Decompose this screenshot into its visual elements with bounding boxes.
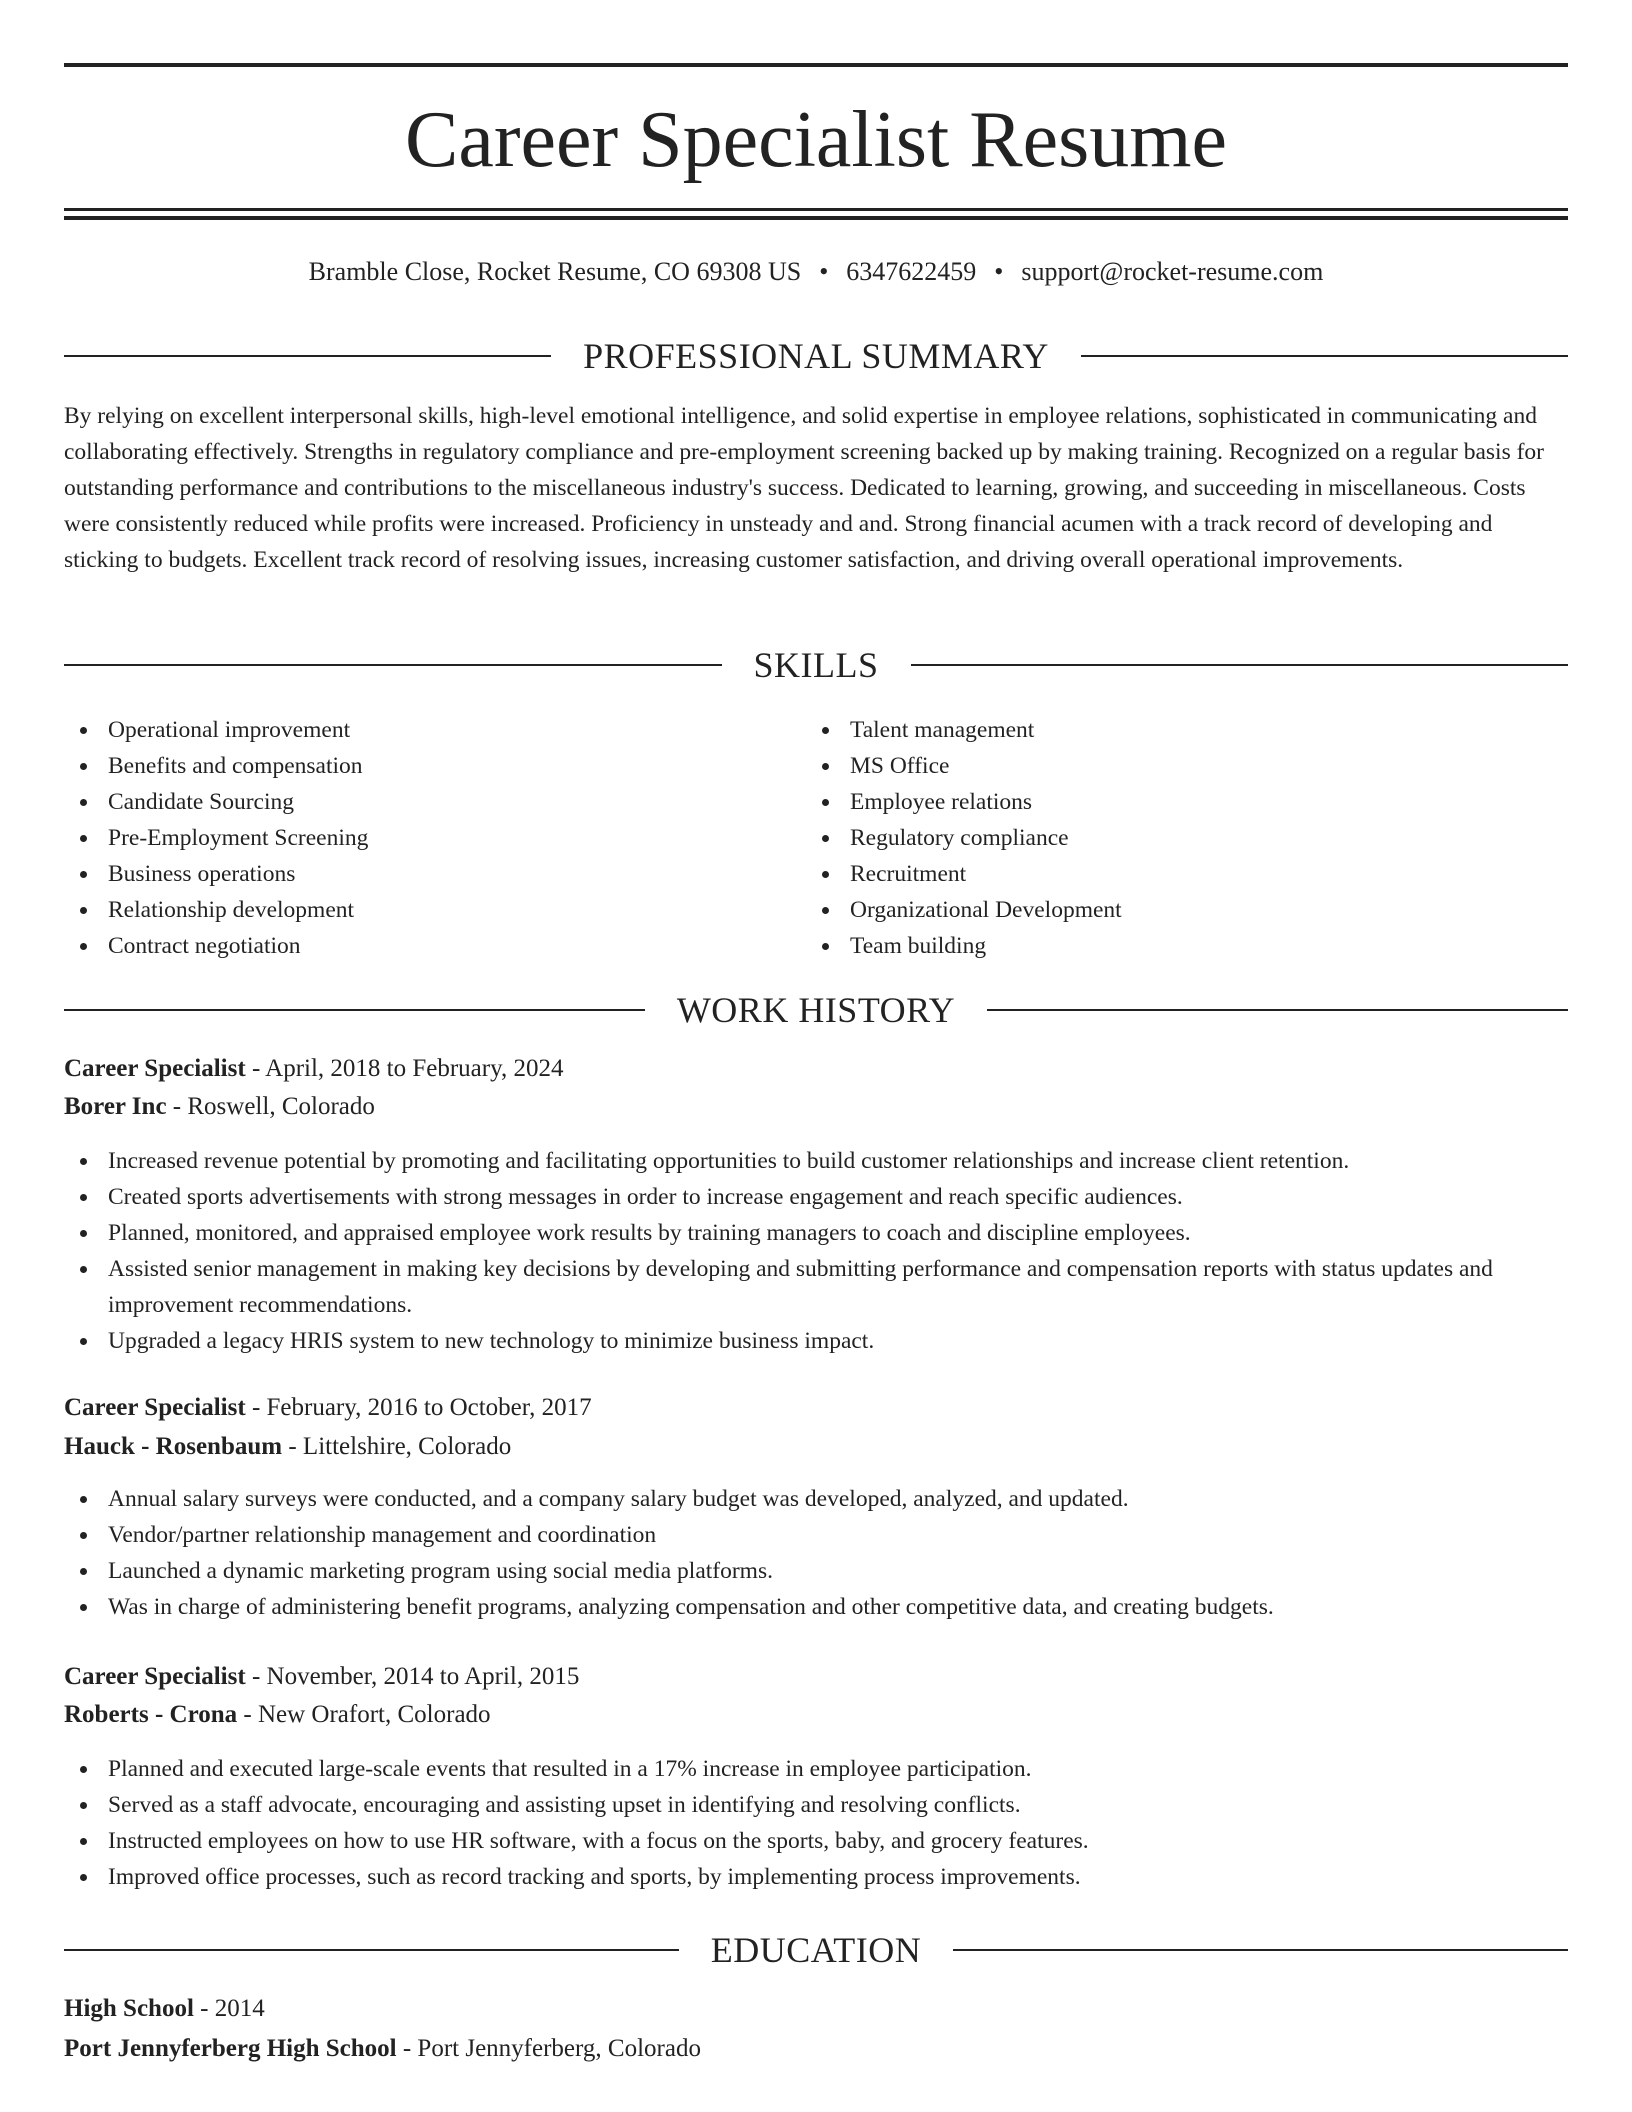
- bullet-dot-icon: [822, 763, 829, 770]
- job-location: - Roswell, Colorado: [166, 1093, 375, 1120]
- bullet-dot-icon: [80, 1604, 87, 1611]
- list-item: [806, 748, 1568, 784]
- list-item-text: Contract negotiation: [108, 933, 301, 959]
- list-item: [64, 1553, 1568, 1589]
- heading-rule-right: [953, 1949, 1568, 1951]
- education-school-line: [64, 2030, 1568, 2068]
- skills-list-right: [806, 712, 1568, 964]
- job-location: - New Orafort, Colorado: [237, 1701, 491, 1728]
- list-item-text: Talent management: [850, 717, 1035, 743]
- bullet-dot-icon: [822, 871, 829, 878]
- list-item-text: Team building: [850, 933, 987, 959]
- list-item-text: Benefits and compensation: [108, 753, 363, 779]
- list-item: [64, 1787, 1568, 1823]
- job-title-line: [64, 1050, 1568, 1088]
- heading-rule-right: [987, 1009, 1568, 1011]
- list-item-text: Created sports advertisements with strong messages in order to increase engagement and reach specific audiences.: [108, 1184, 1183, 1210]
- list-item: [806, 892, 1568, 928]
- list-item: [64, 1589, 1568, 1625]
- education-heading: [64, 1928, 1568, 1972]
- bullet-dot-icon: [822, 907, 829, 914]
- education-school: Port Jennyferberg High School: [64, 2035, 397, 2062]
- job-dates: - February, 2016 to October, 2017: [245, 1394, 592, 1421]
- list-item-text: Increased revenue potential by promoting and facilitating opportunities to build customer relationships and increase client retention.: [108, 1148, 1350, 1174]
- bullet-dot-icon: [822, 943, 829, 950]
- list-item: [64, 1481, 1568, 1517]
- resume-title: Career Specialist Resume: [405, 96, 1227, 184]
- job-company: Roberts - Crona: [64, 1701, 238, 1728]
- list-item: [64, 928, 804, 964]
- list-item-text: Instructed employees on how to use HR software, with a focus on the sports, baby, and grocery features.: [108, 1828, 1089, 1854]
- heading-rule-left: [64, 1009, 645, 1011]
- list-item: [806, 928, 1568, 964]
- bullet-dot-icon: [822, 799, 829, 806]
- job-title: Career Specialist: [64, 1394, 246, 1421]
- summary-text: By relying on excellent interpersonal skills, high-level emotional intelligence, and solid expertise in employee relations, sophisticated in communicating and collaborating effectively. Strengths in regulatory compliance and pre-employment screening backed up by making training. Recognized on a regular basis for outstanding performance and contributions to the miscellaneous industry's success. Dedicated to learning, growing, and succeeding in miscellaneous. Costs were consistently reduced while profits were increased. Proficiency in unsteady and and. Strong financial acumen with a track record of developing and sticking to budgets. Excellent track record of resolving issues, increasing customer satisfaction, and driving overall operational improvements.: [64, 403, 1545, 573]
- bullet-dot-icon: [80, 1230, 87, 1237]
- skills-heading: [64, 643, 1568, 687]
- education-year: - 2014: [193, 1995, 265, 2022]
- heading-rule-left: [64, 1949, 679, 1951]
- list-item: [64, 748, 804, 784]
- list-item: [64, 892, 804, 928]
- bullet-dot-icon: [80, 1874, 87, 1881]
- bullet-dot-icon: [80, 1838, 87, 1845]
- job-location: - Littelshire, Colorado: [282, 1433, 512, 1460]
- bullet-dot-icon: [80, 907, 87, 914]
- bullet-dot-icon: [80, 1266, 87, 1273]
- bullet-dot-icon: [80, 763, 87, 770]
- education-degree: High School: [64, 1995, 194, 2022]
- heading-rule-left: [64, 355, 551, 357]
- list-item-text: Was in charge of administering benefit programs, analyzing compensation and other competitive data, and creating budgets.: [108, 1594, 1274, 1620]
- contact-separator: •: [994, 257, 1004, 286]
- list-item: [64, 856, 804, 892]
- job-company: Hauck - Rosenbaum: [64, 1433, 283, 1460]
- list-item: [64, 1859, 1568, 1895]
- list-item: [64, 1323, 1568, 1359]
- list-item: [806, 784, 1568, 820]
- list-item: [64, 1143, 1568, 1179]
- job-dates: - April, 2018 to February, 2024: [245, 1055, 564, 1082]
- job-company: Borer Inc: [64, 1093, 167, 1120]
- list-item-text: Vendor/partner relationship management and coordination: [108, 1522, 657, 1548]
- list-item-text: Improved office processes, such as record tracking and sports, by implementing process improvements.: [108, 1864, 1081, 1890]
- bullet-dot-icon: [80, 1338, 87, 1345]
- bullet-dot-icon: [80, 727, 87, 734]
- bullet-dot-icon: [80, 1802, 87, 1809]
- skills-list-left: [64, 712, 804, 964]
- job-title: Career Specialist: [64, 1055, 246, 1082]
- list-item-text: Planned, monitored, and appraised employee work results by training managers to coach and discipline employees.: [108, 1220, 1191, 1246]
- bullet-dot-icon: [80, 799, 87, 806]
- list-item: [64, 712, 804, 748]
- list-item: [64, 1215, 1568, 1251]
- list-item-text: Business operations: [108, 861, 296, 887]
- education-location: - Port Jennyferberg, Colorado: [396, 2035, 701, 2062]
- summary-heading-label: PROFESSIONAL SUMMARY: [583, 336, 1049, 376]
- heading-rule-right: [1081, 355, 1568, 357]
- contact-line: [64, 254, 1568, 290]
- list-item-text: Relationship development: [108, 897, 355, 923]
- bullet-dot-icon: [80, 1496, 87, 1503]
- bullet-dot-icon: [80, 835, 87, 842]
- bullet-dot-icon: [822, 727, 829, 734]
- bullet-dot-icon: [80, 1158, 87, 1165]
- job-title-line: [64, 1658, 1568, 1696]
- list-item-text: Regulatory compliance: [850, 825, 1069, 851]
- list-item: [64, 1517, 1568, 1553]
- job-bullets: [64, 1143, 1568, 1359]
- bullet-dot-icon: [80, 1568, 87, 1575]
- list-item: [806, 856, 1568, 892]
- list-item-text: Recruitment: [850, 861, 967, 887]
- job-bullets: [64, 1751, 1568, 1895]
- job-title: Career Specialist: [64, 1663, 246, 1690]
- list-item-text: Employee relations: [850, 789, 1033, 815]
- header-rule-upper: [64, 208, 1568, 211]
- list-item-text: Organizational Development: [850, 897, 1122, 923]
- summary-heading: [64, 334, 1568, 378]
- list-item-text: Upgraded a legacy HRIS system to new technology to minimize business impact.: [108, 1328, 875, 1354]
- list-item-text: Operational improvement: [108, 717, 351, 743]
- contact-address: Bramble Close, Rocket Resume, CO 69308 US: [308, 257, 802, 286]
- job-company-line: [64, 1428, 1568, 1466]
- list-item-text: Candidate Sourcing: [108, 789, 295, 815]
- skills-heading-label: SKILLS: [753, 645, 879, 685]
- contact-email: support@rocket-resume.com: [1021, 257, 1324, 286]
- header-rule-lower: [64, 216, 1568, 220]
- bullet-dot-icon: [80, 1766, 87, 1773]
- list-item: [64, 784, 804, 820]
- job-company-line: [64, 1088, 1568, 1126]
- header-top-rule: [64, 63, 1568, 67]
- list-item: [64, 1751, 1568, 1787]
- list-item-text: MS Office: [850, 753, 950, 779]
- list-item-text: Assisted senior management in making key decisions by developing and submitting performance and compensation reports with status updates and improvement recommendations.: [108, 1256, 1493, 1318]
- list-item: [64, 1179, 1568, 1215]
- list-item: [806, 820, 1568, 856]
- heading-rule-right: [911, 664, 1569, 666]
- list-item-text: Served as a staff advocate, encouraging and assisting upset in identifying and resolving conflicts.: [108, 1792, 1021, 1818]
- bullet-dot-icon: [80, 871, 87, 878]
- job-title-line: [64, 1389, 1568, 1427]
- job-dates: - November, 2014 to April, 2015: [245, 1663, 580, 1690]
- bullet-dot-icon: [80, 1194, 87, 1201]
- contact-phone: 6347622459: [846, 257, 977, 286]
- job-bullets: [64, 1481, 1568, 1625]
- education-degree-line: [64, 1990, 1568, 2028]
- list-item: [64, 1251, 1568, 1323]
- education-heading-label: EDUCATION: [710, 1930, 922, 1970]
- contact-separator: •: [819, 257, 829, 286]
- list-item-text: Pre-Employment Screening: [108, 825, 369, 851]
- list-item-text: Launched a dynamic marketing program using social media platforms.: [108, 1558, 773, 1584]
- heading-rule-left: [64, 664, 722, 666]
- work-heading: [64, 988, 1568, 1032]
- list-item-text: Planned and executed large-scale events that resulted in a 17% increase in employee participation.: [108, 1756, 1032, 1782]
- bullet-dot-icon: [80, 1532, 87, 1539]
- list-item: [64, 820, 804, 856]
- list-item: [64, 1823, 1568, 1859]
- bullet-dot-icon: [822, 835, 829, 842]
- list-item-text: Annual salary surveys were conducted, and a company salary budget was developed, analyzed, and updated.: [108, 1486, 1129, 1512]
- job-company-line: [64, 1696, 1568, 1734]
- list-item: [806, 712, 1568, 748]
- work-heading-label: WORK HISTORY: [676, 990, 956, 1030]
- bullet-dot-icon: [80, 943, 87, 950]
